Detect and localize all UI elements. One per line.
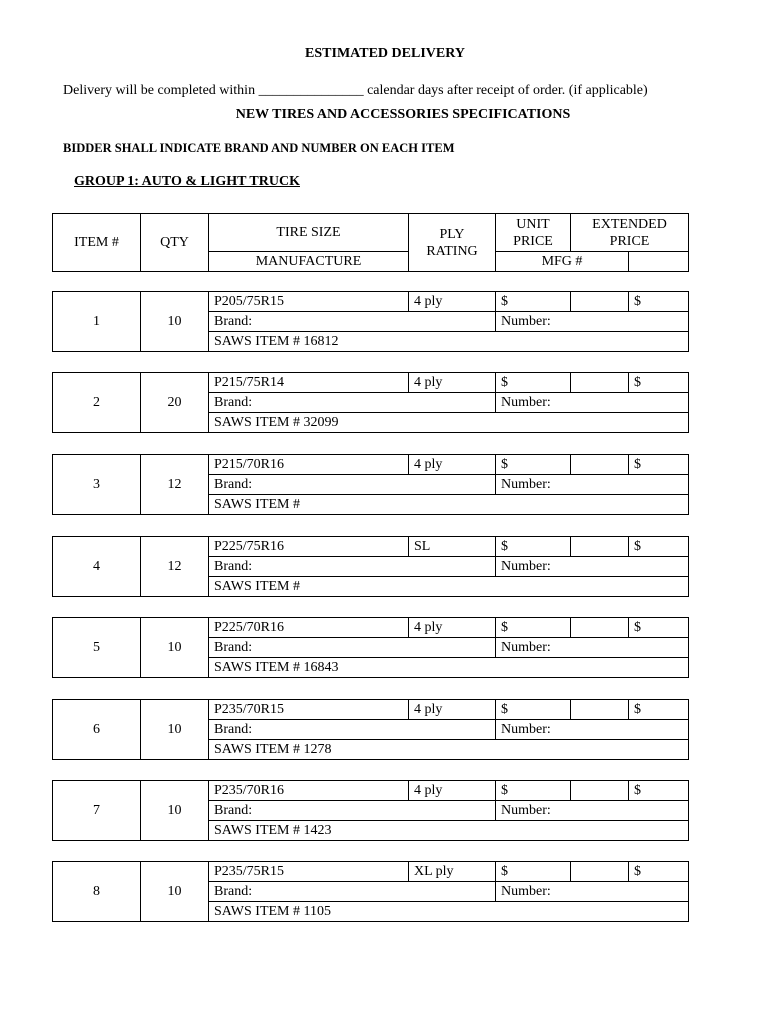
unit-price-field[interactable]: $ [496, 455, 571, 475]
mfg-number-field[interactable]: Number: [496, 720, 689, 740]
tire-size: P215/75R14 [209, 373, 409, 393]
item-qty: 10 [141, 781, 209, 841]
brand-field[interactable]: Brand: [209, 638, 496, 658]
brand-field[interactable]: Brand: [209, 475, 496, 495]
item-number: 7 [53, 781, 141, 841]
brand-field[interactable]: Brand: [209, 720, 496, 740]
unit-price-cents-field[interactable] [571, 862, 629, 882]
item-qty: 10 [141, 700, 209, 760]
saws-item-number: SAWS ITEM # 32099 [209, 413, 689, 433]
brand-field[interactable]: Brand: [209, 882, 496, 902]
header-extended-price: EXTENDED PRICE [571, 214, 689, 252]
ply-rating: XL ply [409, 862, 496, 882]
tire-size: P235/75R15 [209, 862, 409, 882]
header-qty: QTY [141, 214, 209, 272]
saws-item-number: SAWS ITEM # [209, 495, 689, 515]
tire-size: P225/70R16 [209, 618, 409, 638]
ply-rating: 4 ply [409, 618, 496, 638]
bidder-instruction: BIDDER SHALL INDICATE BRAND AND NUMBER ON EACH ITEM [63, 141, 455, 155]
extended-price-field[interactable]: $ [629, 618, 689, 638]
delivery-statement: Delivery will be completed within _______________ calendar days after receipt of order. (if applicable) [63, 83, 648, 98]
mfg-number-field[interactable]: Number: [496, 557, 689, 577]
unit-price-cents-field[interactable] [571, 455, 629, 475]
unit-price-cents-field[interactable] [571, 781, 629, 801]
item-number: 2 [53, 373, 141, 433]
ply-rating: SL [409, 537, 496, 557]
unit-price-cents-field[interactable] [571, 700, 629, 720]
ply-rating: 4 ply [409, 373, 496, 393]
group-title: GROUP 1: AUTO & LIGHT TRUCK [74, 174, 300, 189]
extended-price-field[interactable]: $ [629, 292, 689, 312]
document-title: ESTIMATED DELIVERY [305, 46, 465, 61]
saws-item-number: SAWS ITEM # 16812 [209, 332, 689, 352]
mfg-number-field[interactable]: Number: [496, 638, 689, 658]
unit-price-cents-field[interactable] [571, 537, 629, 557]
item-table [52, 291, 689, 352]
unit-price-field[interactable]: $ [496, 373, 571, 393]
item-table [52, 536, 689, 597]
tire-size: P215/70R16 [209, 455, 409, 475]
extended-price-field[interactable]: $ [629, 537, 689, 557]
saws-item-number: SAWS ITEM # 1423 [209, 821, 689, 841]
unit-price-field[interactable]: $ [496, 537, 571, 557]
item-table [52, 699, 689, 760]
tire-size: P235/70R15 [209, 700, 409, 720]
mfg-number-field[interactable]: Number: [496, 312, 689, 332]
mfg-number-field[interactable]: Number: [496, 393, 689, 413]
specifications-heading: NEW TIRES AND ACCESSORIES SPECIFICATIONS [235, 107, 571, 122]
extended-price-field[interactable]: $ [629, 700, 689, 720]
item-number: 4 [53, 537, 141, 597]
saws-item-number: SAWS ITEM # [209, 577, 689, 597]
extended-price-field[interactable]: $ [629, 781, 689, 801]
saws-item-number: SAWS ITEM # 16843 [209, 658, 689, 678]
brand-field[interactable]: Brand: [209, 557, 496, 577]
unit-price-field[interactable]: $ [496, 292, 571, 312]
header-ply-rating: PLY RATING [409, 214, 496, 272]
tire-size: P205/75R15 [209, 292, 409, 312]
saws-item-number: SAWS ITEM # 1105 [209, 902, 689, 922]
brand-field[interactable]: Brand: [209, 393, 496, 413]
item-qty: 10 [141, 618, 209, 678]
ply-rating: 4 ply [409, 700, 496, 720]
unit-price-field[interactable]: $ [496, 781, 571, 801]
unit-price-cents-field[interactable] [571, 292, 629, 312]
mfg-number-field[interactable]: Number: [496, 475, 689, 495]
item-qty: 12 [141, 537, 209, 597]
unit-price-field[interactable]: $ [496, 618, 571, 638]
extended-price-field[interactable]: $ [629, 455, 689, 475]
item-qty: 10 [141, 862, 209, 922]
header-blank-cell [629, 252, 689, 272]
header-mfg: MFG # [496, 252, 629, 272]
ply-rating: 4 ply [409, 781, 496, 801]
item-qty: 12 [141, 455, 209, 515]
brand-field[interactable]: Brand: [209, 801, 496, 821]
item-table [52, 780, 689, 841]
extended-price-field[interactable]: $ [629, 373, 689, 393]
header-manufacture: MANUFACTURE [209, 252, 409, 272]
header-tire-size: TIRE SIZE [209, 214, 409, 252]
item-table [52, 372, 689, 433]
tire-size: P225/75R16 [209, 537, 409, 557]
column-header-table [52, 213, 689, 272]
unit-price-field[interactable]: $ [496, 700, 571, 720]
item-table [52, 861, 689, 922]
mfg-number-field[interactable]: Number: [496, 882, 689, 902]
item-table [52, 454, 689, 515]
item-table [52, 617, 689, 678]
unit-price-cents-field[interactable] [571, 373, 629, 393]
item-number: 3 [53, 455, 141, 515]
item-number: 5 [53, 618, 141, 678]
ply-rating: 4 ply [409, 292, 496, 312]
mfg-number-field[interactable]: Number: [496, 801, 689, 821]
item-qty: 20 [141, 373, 209, 433]
header-item: ITEM # [53, 214, 141, 272]
brand-field[interactable]: Brand: [209, 312, 496, 332]
unit-price-cents-field[interactable] [571, 618, 629, 638]
tire-size: P235/70R16 [209, 781, 409, 801]
ply-rating: 4 ply [409, 455, 496, 475]
item-number: 1 [53, 292, 141, 352]
item-number: 8 [53, 862, 141, 922]
unit-price-field[interactable]: $ [496, 862, 571, 882]
extended-price-field[interactable]: $ [629, 862, 689, 882]
item-qty: 10 [141, 292, 209, 352]
header-unit-price: UNIT PRICE [496, 214, 571, 252]
saws-item-number: SAWS ITEM # 1278 [209, 740, 689, 760]
item-number: 6 [53, 700, 141, 760]
